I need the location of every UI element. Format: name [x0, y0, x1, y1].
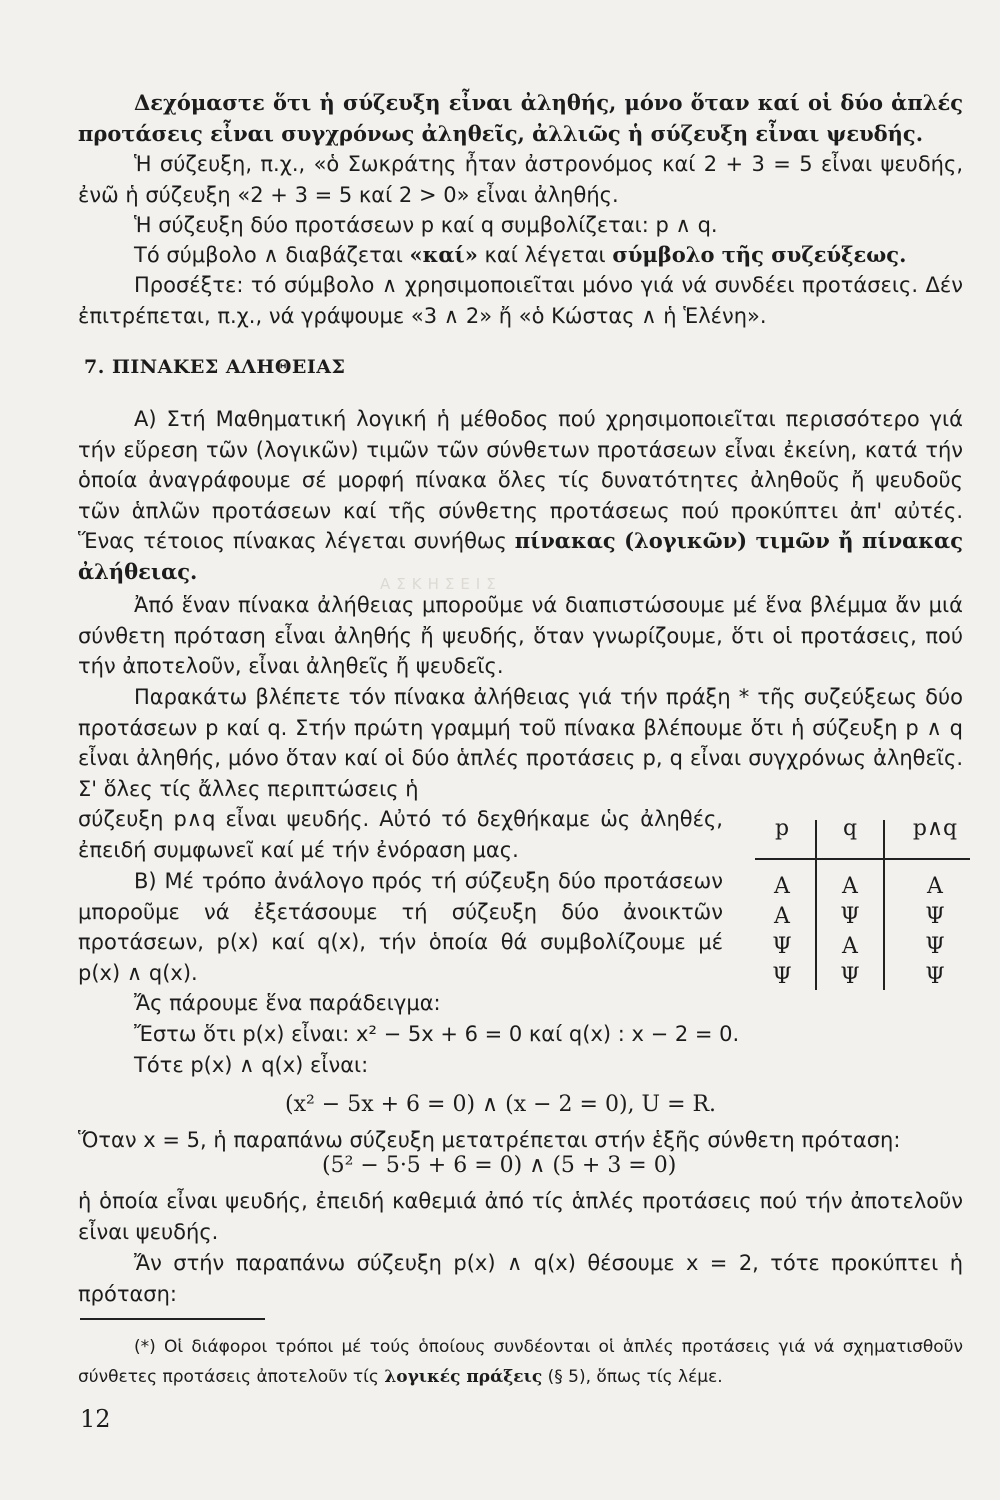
bold-truth-table-term: πίνακας (λογικῶν) τιμῶν ἤ πίνακας ἀλήθειας. — [78, 528, 963, 584]
table-cell: Ψ — [772, 964, 792, 989]
paragraph-truth-table-method: Α) Στή Μαθηματική λογική ἡ μέθοδος πού χρησιμοποιεῖται περισσότερο γιά τήν εὕρεση τῶν (λογικῶν) τιμῶν τῶν σύνθετων προτάσεων εἶναι ἐκείνη, κατά τήν ὁποία ἀναγράφουμε σέ μορφή πίνακα ὅλες τίς δυνατότητες ἀληθοῦς ἤ ψευδοῦς τῶν ἁπλῶν προτάσεων καί τῆς σύνθετης προτάσεως πού προκύπτει ἀπ' αὐτές. Ἕνας τέτοιος πίνακας λέγεται συνήθως πίνακας (λογικῶν) τιμῶν ἤ πίνακας ἀλήθειας. — [78, 407, 963, 584]
paragraph-then: Τότε p(x) ∧ q(x) εἶναι: — [134, 1053, 369, 1077]
section-heading: 7. ΠΙΝΑΚΕΣ ΑΛΗΘΕΙΑΣ — [84, 356, 346, 378]
formula-open-conjunction: (x² − 5x + 6 = 0) ∧ (x − 2 = 0), U = R. — [285, 1092, 717, 1117]
table-cell: Α — [774, 904, 790, 929]
formula-x-equals-5: (5² − 5·5 + 6 = 0) ∧ (5 + 3 = 0) — [322, 1153, 677, 1178]
page-number: 12 — [80, 1405, 111, 1433]
paragraph-conjunction-definition: Δεχόμαστε ὅτι ἡ σύζευξη εἶναι ἀληθής, μόνο ὅταν καί οἱ δύο ἁπλές προτάσεις εἶναι συγχρόνως ἀληθεῖς, ἀλλιῶς ἡ σύζευξη εἶναι ψευδής. — [78, 90, 963, 146]
paragraph-open-propositions: Β) Μέ τρόπο ἀνάλογο πρός τή σύζευξη δύο προτάσεων μποροῦμε νά ἐξετάσουμε τή σύζευξη δύο ἀνοικτῶν προτάσεων, p(x) καί q(x), τήν ὁποία θά συμβολίζουμε μέ p(x) ∧ q(x). — [78, 869, 723, 985]
paragraph-example-intro: Ἄς πάρουμε ἕνα παράδειγμα: — [134, 991, 441, 1015]
bold-symbol-name: σύμβολο τῆς συζεύξεως. — [612, 242, 907, 267]
table-cell: Α — [774, 874, 790, 899]
table-cell: Ψ — [925, 934, 945, 959]
bold-logical-operations: λογικές πράξεις — [384, 1367, 543, 1387]
table-cell: Ψ — [925, 904, 945, 929]
paragraph-symbol-reading: Τό σύμβολο ∧ διαβάζεται «καί» καί λέγεται σύμβολο τῆς συζεύξεως. — [134, 242, 907, 267]
table-cell: Α — [927, 874, 943, 899]
paragraph-conjunction-false: σύζευξη p∧q εἶναι ψευδής. Αὐτό τό δεχθήκαμε ὡς ἀληθές, ἐπειδή συμφωνεῖ καί μέ τήν ἐνόραση μας. — [78, 807, 723, 862]
paragraph-conjunction-notation: Ἡ σύζευξη δύο προτάσεων p καί q συμβολίζεται: p ∧ q. — [134, 213, 718, 237]
paragraph-when-x-5: Ὅταν x = 5, ἡ παραπάνω σύζευξη μετατρέπεται στήν ἑξῆς σύνθετη πρόταση: — [78, 1128, 901, 1152]
footnote: (*) Οἱ διάφοροι τρόποι μέ τούς ὁποίους συνδέονται οἱ ἁπλές προτάσεις γιά νά σχηματισθοῦν σύνθετες προτάσεις ἀποτελοῦν τίς λογικές πράξεις (§ 5), ὅπως τίς λέμε. — [78, 1337, 963, 1387]
truth-table — [755, 814, 970, 994]
paragraph-attention-note: Προσέξτε: τό σύμβολο ∧ χρησιμοποιεῖται μόνο γιά νά συνδέει προτάσεις. Δέν ἐπιτρέπεται, π.χ., νά γράψουμε «3 ∧ 2» ἤ «ὁ Κώστας ∧ ἡ Ἑλένη». — [78, 273, 963, 328]
table-header-p-and-q: p∧q — [912, 816, 958, 841]
table-divider — [883, 820, 885, 990]
paragraph-example-definitions: Ἔστω ὅτι p(x) εἶναι: x² − 5x + 6 = 0 καί q(x) : x − 2 = 0. — [134, 1022, 740, 1046]
table-cell: Ψ — [840, 964, 860, 989]
paragraph-conjunction-example: Ἡ σύζευξη, π.χ., «ὁ Σωκράτης ἦταν ἀστρονόμος καί 2 + 3 = 5 εἶναι ψευδής, ἐνῶ ἡ σύζευξη «2 + 3 = 5 καί 2 > 0» εἶναι ἀληθής. — [78, 152, 963, 207]
bleed-through-text: ΑΣΚΗΣΕΙΣ — [380, 575, 502, 593]
table-cell: Ψ — [925, 964, 945, 989]
table-header-p: p — [774, 816, 790, 841]
table-cell: Α — [842, 874, 858, 899]
paragraph-when-x-2: Ἄν στήν παραπάνω σύζευξη p(x) ∧ q(x) θέσουμε x = 2, τότε προκύπτει ἡ πρόταση: — [78, 1251, 963, 1306]
table-header-rule — [755, 858, 970, 860]
bold-kai: «καί» — [409, 242, 478, 267]
footnote-rule — [80, 1318, 265, 1320]
paragraph-false-result: ἡ ὁποία εἶναι ψευδής, ἐπειδή καθεμιά ἀπό τίς ἁπλές προτάσεις πού τήν ἀποτελοῦν εἶναι ψευδής. — [78, 1189, 963, 1244]
table-header-q: q — [842, 816, 858, 841]
paragraph-truth-table-intro: Παρακάτω βλέπετε τόν πίνακα ἀλήθειας γιά τήν πράξη * τῆς συζεύξεως δύο προτάσεων p καί q. Στήν πρώτη γραμμή τοῦ πίνακα βλέπουμε ὅτι ἡ σύζευξη p ∧ q εἶναι ἀληθής, μόνο ὅταν καί οἱ δύο ἁπλές προτάσεις p, q εἶναι συγχρόνως ἀληθεῖς. Σ' ὅλες τίς ἄλλες περιπτώσεις ἡ — [78, 685, 963, 801]
table-cell: Ψ — [772, 934, 792, 959]
table-cell: Α — [842, 934, 858, 959]
table-cell: Ψ — [840, 904, 860, 929]
paragraph-truth-table-benefit: Ἀπό ἕναν πίνακα ἀλήθειας μποροῦμε νά διαπιστώσουμε μέ ἕνα βλέμμα ἄν μιά σύνθετη πρόταση εἶναι ἀληθής ἤ ψευδής, ὅταν γνωρίζουμε, ὅτι οἱ προτάσεις, πού τήν ἀποτελοῦν, εἶναι ἀληθεῖς ἤ ψευδεῖς. — [78, 593, 963, 678]
